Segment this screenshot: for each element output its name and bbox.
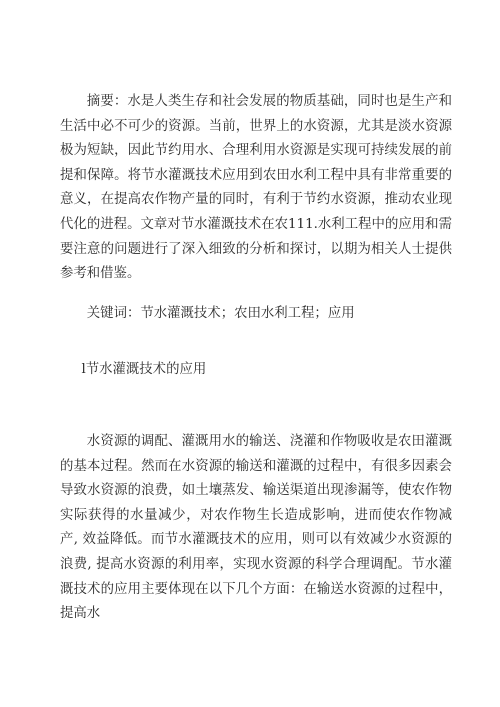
keywords-line: 关键词：节水灌溉技术；农田水利工程；应用 <box>86 306 355 321</box>
body-paragraph: 水资源的调配、灌溉用水的输送、浇灌和作物吸收是农田灌溉的基本过程。然而在水资源的输送和灌溉的过程中，有很多因素会导致水资源的浪费，如土壤蒸发、输送渠道出现渗漏等，使农作物实际获得的水量减少，对农作物生长造成影响，进而使农作物减产, 效益降低。而节水灌溉技术的应用，则可以有效减少水资源的浪费, 提高水资源的利用率，实现水资源的科学合理调配。节水灌溉技术的应用主要体现在以下几个方面：在输送水资源的过程中，提高水 <box>60 434 452 622</box>
abstract-paragraph: 摘要：水是人类生存和社会发展的物质基础，同时也是生产和生活中必不可少的资源。当前，世界上的水资源，尤其是淡水资源极为短缺，因此节约用水、合理利用水资源是实现可持续发展的前提和保障。将节水灌溉技术应用到农田水利工程中具有非常重要的意义，在提高农作物产量的同时，有利于节约水资源，推动农业现代化的进程。文章对节水灌溉技术在农111.水利工程中的应用和需要注意的问题进行了深入细致的分析和探讨，以期为相关人士提供参考和借鉴。 <box>60 94 452 282</box>
section-heading: l节水灌溉技术的应用 <box>81 362 207 377</box>
